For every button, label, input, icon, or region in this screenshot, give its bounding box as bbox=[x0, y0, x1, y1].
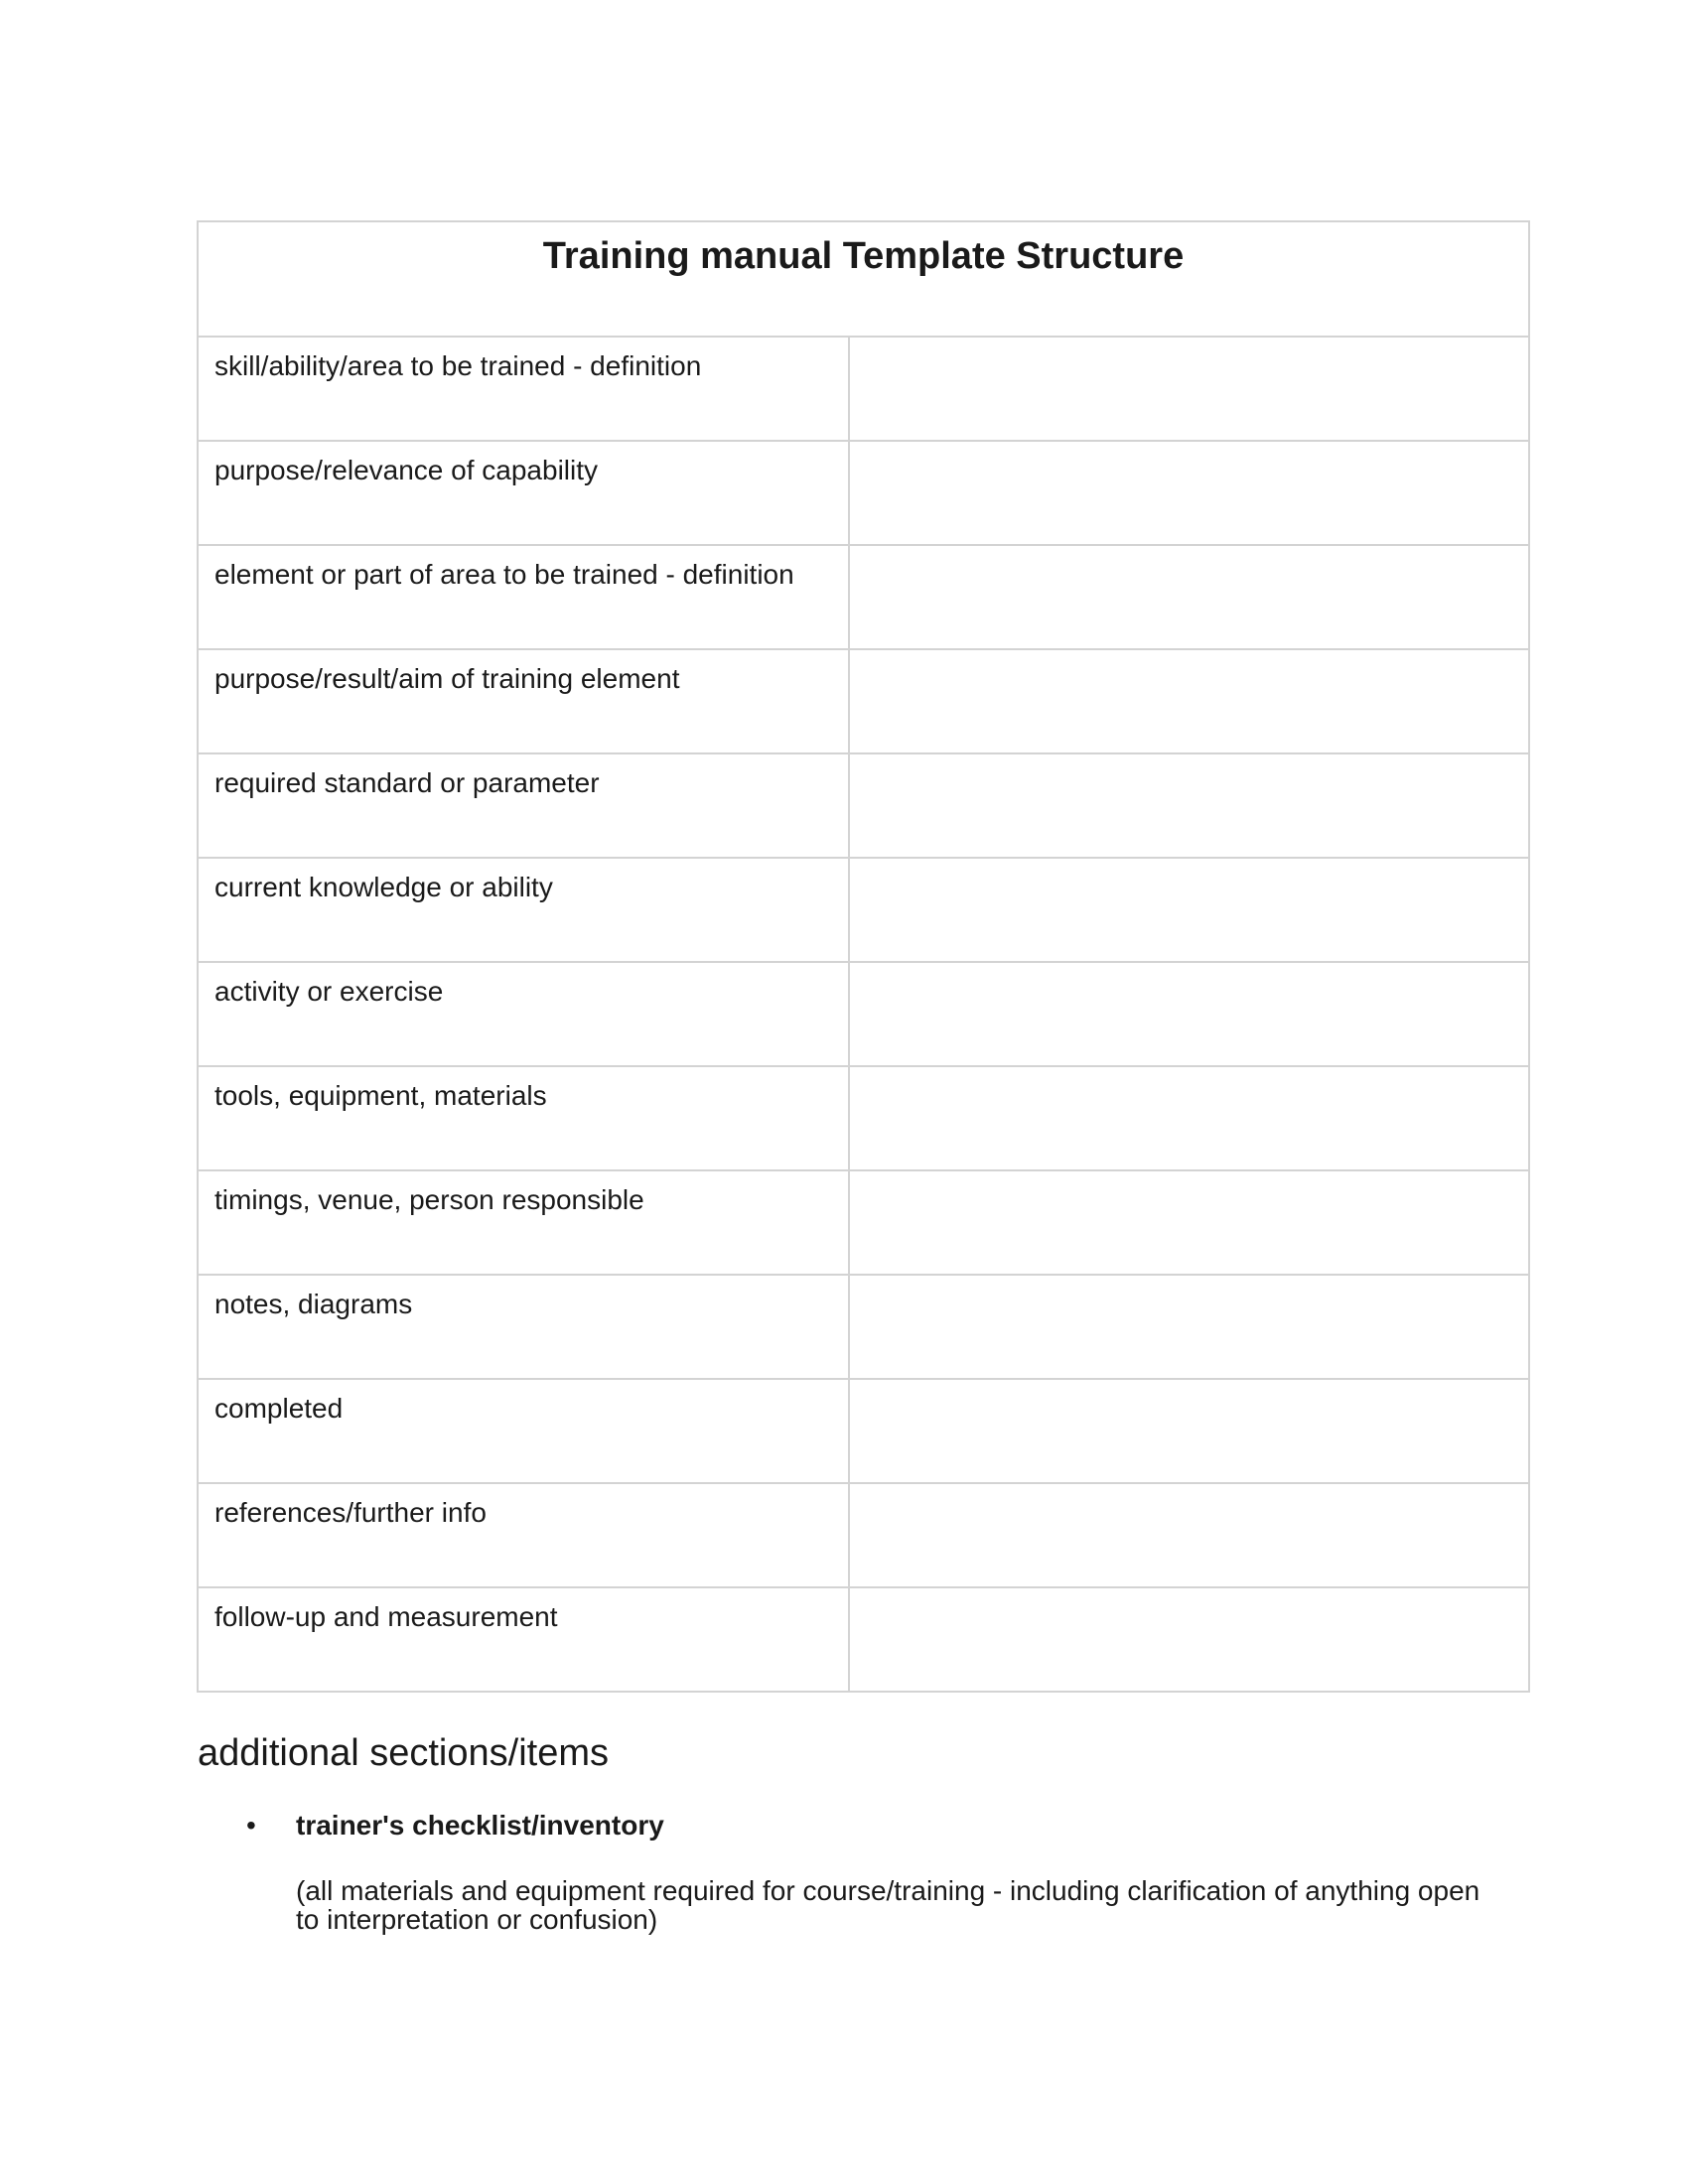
row-label: references/further info bbox=[214, 1497, 487, 1528]
row-label: required standard or parameter bbox=[214, 767, 600, 798]
row-label-cell bbox=[198, 545, 849, 649]
row-label-cell bbox=[198, 1275, 849, 1379]
list-item-description: (all materials and equipment required for course/training - including clarification of anything open to interpretation or confusion) bbox=[296, 1875, 1480, 1935]
list-item-title: trainer's checklist/inventory bbox=[296, 1810, 664, 1841]
table-row bbox=[198, 1275, 1529, 1379]
table-title-cell bbox=[198, 221, 1529, 337]
table-row bbox=[198, 649, 1529, 753]
table-row bbox=[198, 1587, 1529, 1692]
row-value bbox=[850, 338, 1528, 349]
row-label-cell bbox=[198, 337, 849, 441]
table-row bbox=[198, 1170, 1529, 1275]
row-value-cell bbox=[849, 441, 1529, 545]
table-row bbox=[198, 962, 1529, 1066]
row-label-cell bbox=[198, 441, 849, 545]
table-title: Training manual Template Structure bbox=[542, 235, 1185, 277]
row-value bbox=[850, 1484, 1528, 1496]
table-row bbox=[198, 753, 1529, 858]
row-label-cell bbox=[198, 1379, 849, 1483]
row-value bbox=[850, 1588, 1528, 1600]
additional-sections-heading: additional sections/items bbox=[198, 1732, 609, 1774]
row-value-cell bbox=[849, 858, 1529, 962]
row-value-cell bbox=[849, 1170, 1529, 1275]
template-table bbox=[197, 220, 1530, 1693]
row-value bbox=[850, 754, 1528, 766]
row-value bbox=[850, 546, 1528, 558]
row-label: purpose/result/aim of training element bbox=[214, 663, 680, 694]
row-value bbox=[850, 1380, 1528, 1392]
table-row bbox=[198, 1483, 1529, 1587]
row-label-cell bbox=[198, 962, 849, 1066]
row-value-cell bbox=[849, 1587, 1529, 1692]
row-value bbox=[850, 1067, 1528, 1079]
row-label: purpose/relevance of capability bbox=[214, 455, 599, 485]
row-label: skill/ability/area to be trained - definition bbox=[214, 350, 702, 381]
table-row bbox=[198, 337, 1529, 441]
row-value-cell bbox=[849, 545, 1529, 649]
bullet-icon: • bbox=[246, 1810, 256, 1841]
row-label: notes, diagrams bbox=[214, 1289, 413, 1319]
row-value-cell bbox=[849, 1275, 1529, 1379]
row-label: activity or exercise bbox=[214, 976, 444, 1007]
row-label: element or part of area to be trained - definition bbox=[214, 559, 794, 590]
row-value bbox=[850, 963, 1528, 975]
row-label-cell bbox=[198, 858, 849, 962]
row-value-cell bbox=[849, 1066, 1529, 1170]
row-label-cell bbox=[198, 649, 849, 753]
table-title-row bbox=[198, 221, 1529, 337]
row-label: completed bbox=[214, 1393, 344, 1424]
table-row bbox=[198, 1379, 1529, 1483]
row-value bbox=[850, 442, 1528, 454]
table-row bbox=[198, 858, 1529, 962]
row-value-cell bbox=[849, 753, 1529, 858]
row-value-cell bbox=[849, 962, 1529, 1066]
row-label-cell bbox=[198, 1066, 849, 1170]
row-label-cell bbox=[198, 1587, 849, 1692]
row-label: timings, venue, person responsible bbox=[214, 1184, 644, 1215]
row-value-cell bbox=[849, 1483, 1529, 1587]
table-row bbox=[198, 1066, 1529, 1170]
row-label-cell bbox=[198, 753, 849, 858]
row-value-cell bbox=[849, 337, 1529, 441]
row-label-cell bbox=[198, 1170, 849, 1275]
row-label: follow-up and measurement bbox=[214, 1601, 558, 1632]
row-value bbox=[850, 1171, 1528, 1183]
table-row bbox=[198, 441, 1529, 545]
row-label: tools, equipment, materials bbox=[214, 1080, 547, 1111]
row-label-cell bbox=[198, 1483, 849, 1587]
row-value bbox=[850, 859, 1528, 871]
table-row bbox=[198, 545, 1529, 649]
row-value bbox=[850, 650, 1528, 662]
row-value-cell bbox=[849, 1379, 1529, 1483]
row-value bbox=[850, 1276, 1528, 1288]
row-value-cell bbox=[849, 649, 1529, 753]
row-label: current knowledge or ability bbox=[214, 872, 553, 902]
